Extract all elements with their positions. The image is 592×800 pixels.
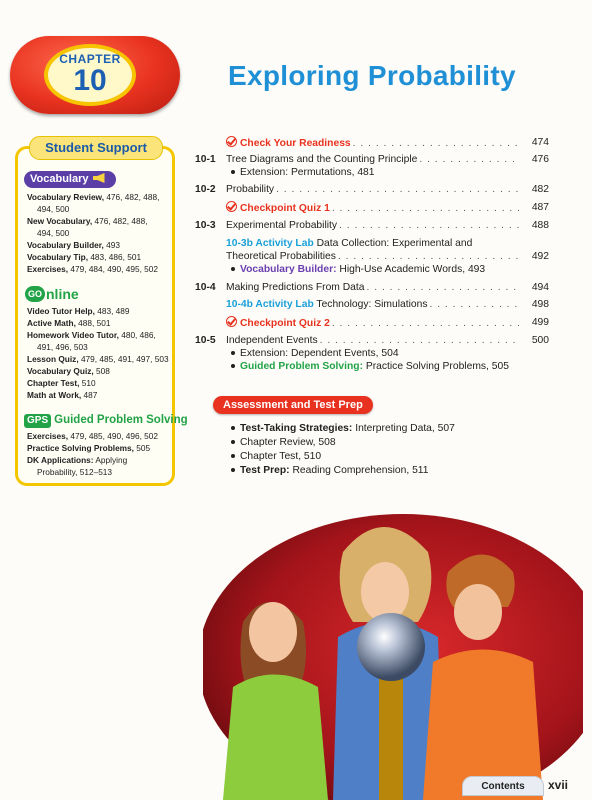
gps-label: Guided Problem Solving	[54, 414, 188, 426]
list-item-continued: 494, 500	[37, 228, 70, 238]
assessment-item[interactable]: Test Prep: Reading Comprehension, 511	[231, 465, 429, 476]
list-item: Active Math, 488, 501	[27, 318, 111, 328]
toc-row-lesson-10-5[interactable]	[195, 334, 549, 348]
lesson-number: 10-1	[195, 154, 216, 165]
checkmark-icon	[226, 136, 237, 147]
lesson-number: 10-5	[195, 335, 216, 346]
chapter-title: Exploring Probability	[228, 60, 516, 91]
toc-row-lesson-10-1[interactable]	[195, 153, 549, 167]
list-item: Practice Solving Problems, 505	[27, 443, 151, 453]
student-support-title: Student Support	[29, 136, 163, 160]
list-item: New Vocabulary, 476, 482, 488,	[27, 216, 148, 226]
toc-row-checkpoint-quiz-2[interactable]: Checkpoint Quiz 2 . . . 499	[195, 316, 549, 330]
speaker-icon	[93, 173, 105, 183]
go-icon: GO	[25, 286, 45, 302]
toc-row-checkpoint-quiz-1[interactable]: Checkpoint Quiz 1 . . . 487	[195, 201, 549, 215]
assessment-heading: Assessment and Test Prep	[213, 396, 373, 414]
chapter-number: 10	[73, 64, 107, 97]
list-item-continued: 494, 500	[37, 204, 70, 214]
toc-row-extension[interactable]	[195, 166, 549, 180]
assessment-item[interactable]: Test-Taking Strategies: Interpreting Data, 507	[231, 423, 455, 434]
toc-page: 474	[531, 137, 549, 148]
list-item: Vocabulary Builder, 493	[27, 240, 121, 250]
list-item: Vocabulary Quiz, 508	[27, 366, 110, 376]
extension-label: Extension: Dependent Events, 504	[240, 348, 399, 359]
gps-heading	[24, 414, 188, 428]
list-item: DK Applications: Applying	[27, 455, 128, 465]
lesson-number: 10-2	[195, 184, 216, 195]
toc-page: 492	[531, 251, 549, 262]
toc-row-lesson-10-3[interactable]	[195, 219, 549, 233]
toc-row-activity-lab-10-4b[interactable]: 10-4b Activity Lab Technology: Simulations . . . 498	[195, 298, 549, 312]
list-item: Chapter Test, 510	[27, 378, 96, 388]
list-item: Exercises, 479, 485, 490, 496, 502	[27, 431, 159, 441]
toc-page: 500	[531, 335, 549, 346]
gps-list	[27, 430, 175, 478]
lesson-title: Experimental Probability	[226, 220, 338, 231]
toc-page: 499	[531, 317, 549, 328]
lesson-number: 10-3	[195, 220, 216, 231]
go-online-heading	[25, 286, 79, 302]
toc-row-lesson-10-4[interactable]	[195, 281, 549, 295]
toc-row-guided-problem-solving[interactable]: Guided Problem Solving: Practice Solving Problems, 505	[195, 360, 549, 374]
toc-row-activity-lab-10-3b-cont[interactable]: Theoretical Probabilities . . . 492	[195, 250, 549, 264]
chapter-label: CHAPTER	[59, 52, 121, 66]
toc-page: 488	[531, 220, 549, 231]
contents-tab[interactable]: Contents	[462, 776, 544, 796]
assessment-item[interactable]: Chapter Review, 508	[231, 437, 336, 448]
toc-page: 494	[531, 282, 549, 293]
toc-row-check-readiness[interactable]: Check Your Readiness . . . 474	[195, 136, 549, 150]
page-number: xvii	[548, 778, 569, 792]
toc-page: 482	[531, 184, 549, 195]
toc-row-lesson-10-2[interactable]	[195, 183, 549, 197]
lesson-title: Independent Events	[226, 335, 318, 346]
online-list	[27, 305, 175, 401]
lesson-title: Tree Diagrams and the Counting Principle	[226, 154, 418, 165]
list-item: Exercises, 479, 484, 490, 495, 502	[27, 264, 159, 274]
list-item: Video Tutor Help, 483, 489	[27, 306, 130, 316]
vocabulary-badge-label: Vocabulary	[30, 173, 89, 185]
list-item: Vocabulary Review, 476, 482, 488,	[27, 192, 160, 202]
gps-icon: GPS	[24, 414, 51, 428]
chapter-number-oval	[44, 44, 136, 106]
lesson-title: Probability	[226, 184, 275, 195]
online-label: nline	[46, 286, 79, 302]
lesson-number: 10-4	[195, 282, 216, 293]
chapter-photo	[203, 512, 583, 800]
lesson-title: Making Predictions From Data	[226, 282, 365, 293]
checkmark-icon	[226, 316, 237, 327]
vocabulary-list	[27, 191, 175, 275]
checkmark-icon	[226, 201, 237, 212]
toc-page: 487	[531, 202, 549, 213]
toc-row-extension-2[interactable]	[195, 347, 549, 361]
toc-row-activity-lab-10-3b[interactable]: 10-3b Activity Lab Data Collection: Experimental and	[226, 238, 473, 249]
assessment-item[interactable]: Chapter Test, 510	[231, 451, 321, 462]
extension-label: Extension: Permutations, 481	[240, 167, 375, 178]
list-item: Vocabulary Tip, 483, 486, 501	[27, 252, 142, 262]
list-item: Math at Work, 487	[27, 390, 98, 400]
list-item: Lesson Quiz, 479, 485, 491, 497, 503	[27, 354, 169, 364]
toc-page: 498	[531, 299, 549, 310]
list-item: Homework Video Tutor, 480, 486,	[27, 330, 156, 340]
list-item-continued: Probability, 512–513	[37, 467, 113, 477]
list-item-continued: 491, 496, 503	[37, 342, 88, 352]
toc-page: 476	[531, 154, 549, 165]
toc-row-vocabulary-builder[interactable]: Vocabulary Builder: High-Use Academic Words, 493	[195, 263, 549, 277]
vocabulary-badge	[24, 171, 116, 188]
